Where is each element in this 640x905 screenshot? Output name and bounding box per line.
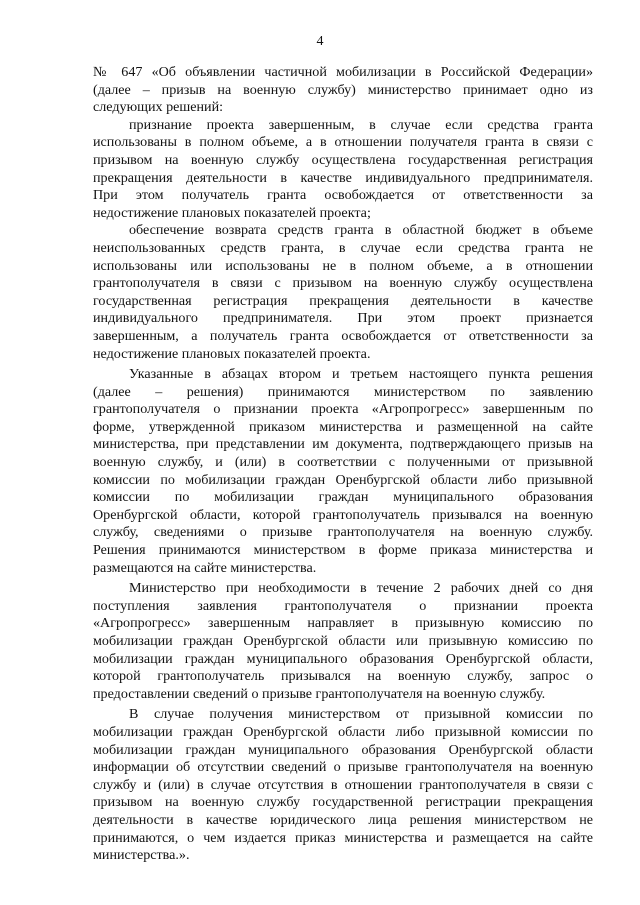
- text-line: призывом на военную службу осуществлена государственная регистрация: [93, 151, 593, 168]
- text-line: мобилизации граждан Оренбургской области или призывную комиссию по: [93, 633, 593, 649]
- text-line: При этом получатель гранта освобождается от ответственности за: [93, 187, 593, 204]
- paragraph: [93, 580, 593, 703]
- paragraph: [93, 222, 593, 363]
- text-line: форме, утвержденной приказом министерства и размещенной на сайте: [93, 418, 593, 435]
- text-line: «Агропрогресс» завершенным направляет в призывную комиссию по: [93, 615, 593, 632]
- text-line: службу, сведениями о призыве грантополучателя на военную службу.: [93, 524, 593, 541]
- text-line: мобилизации граждан Оренбургской области либо призывной комиссии по: [93, 723, 593, 740]
- paragraph: [93, 64, 593, 117]
- text-line: военную службу, и (или) в соответствии с полученными от призывной: [93, 454, 593, 471]
- text-line: следующих решений:: [93, 99, 224, 116]
- text-line: министерства, при представлении им документа, подтверждающего призыв на: [93, 436, 593, 453]
- paragraph: [93, 366, 593, 577]
- text-line: признание проекта завершенным, в случае если средства гранта: [129, 116, 593, 133]
- text-line: Решения принимаются министерством в форме приказа министерства и: [93, 542, 593, 559]
- text-line: мобилизации граждан муниципального образования Оренбургской области: [93, 741, 593, 758]
- text-line: комиссии по мобилизации граждан муниципального образования: [93, 489, 593, 506]
- text-line: использованы или использованы не в полном объеме, а в отношении: [93, 257, 593, 274]
- text-line: поступления заявления грантополучателя о признании проекта: [93, 597, 593, 614]
- text-line: размещаются на сайте министерства.: [93, 559, 317, 576]
- text-line: Оренбургской области, которой грантополучатель призывался на военную: [93, 506, 593, 523]
- text-line: грантополучателя в связи с призывом на военную службу осуществлена: [93, 275, 593, 292]
- text-line: (далее – призыв на военную службу) министерство принимает одно из: [93, 81, 593, 98]
- text-line: комиссии по мобилизации граждан Оренбургской области либо призывной: [93, 471, 593, 488]
- text-line: мобилизации граждан муниципального образования Оренбургской области,: [93, 650, 593, 667]
- text-line: недостижение плановых показателей проекта.: [93, 345, 371, 362]
- text-line: завершенным, а получатель гранта освобождается от ответственности за: [93, 327, 593, 344]
- text-line: прекращения деятельности в качестве индивидуального предпринимателя.: [93, 169, 593, 186]
- text-line: принимаются, о чем издается приказ министерства и размещается на сайте: [93, 829, 593, 846]
- document-body: [93, 64, 593, 865]
- paragraph: [93, 117, 593, 223]
- text-line: грантополучателя о признании проекта «Агропрогресс» завершенным по: [93, 401, 593, 418]
- text-line: службу и (или) в случае отсутствия в отношении грантополучателя в связи с: [93, 776, 593, 793]
- text-line: которой грантополучатель призывался на военную службу, запрос о: [93, 668, 593, 685]
- text-line: (далее – решения) принимаются министерством по заявлению: [93, 383, 593, 400]
- text-line: неиспользованных средств гранта, в случае если средства гранта не: [93, 239, 593, 256]
- text-line: индивидуального предпринимателя. При этом проект признается: [93, 310, 593, 327]
- text-line: Указанные в абзацах втором и третьем настоящего пункта решения: [129, 366, 593, 383]
- page-number: 4: [316, 34, 324, 49]
- text-line: обеспечение возврата средств гранта в областной бюджет в объеме: [129, 222, 593, 239]
- text-line: министерства.».: [93, 847, 190, 864]
- text-line: В случае получения министерством от призывной комиссии по: [129, 706, 593, 723]
- text-line: государственная регистрация прекращения деятельности в качестве: [93, 292, 593, 309]
- text-line: информации об отсутствии сведений о призыве грантополучателя на военную: [93, 759, 593, 776]
- text-line: призывом на военную службу государственной регистрации прекращения: [93, 794, 593, 811]
- text-line: Министерство при необходимости в течение 2 рабочих дней со дня: [129, 580, 593, 597]
- text-line: предоставлении сведений о призыве грантополучателя на военную службу.: [93, 685, 546, 702]
- text-line: деятельности в качестве юридического лица решения министерством не: [93, 811, 593, 828]
- paragraph: [93, 706, 593, 864]
- text-line: использованы в полном объеме, а в отношении получателя гранта в связи с: [93, 134, 593, 151]
- text-line: № 647 «Об объявлении частичной мобилизации в Российской Федерации»: [93, 64, 593, 80]
- text-line: недостижение плановых показателей проекта;: [93, 204, 371, 221]
